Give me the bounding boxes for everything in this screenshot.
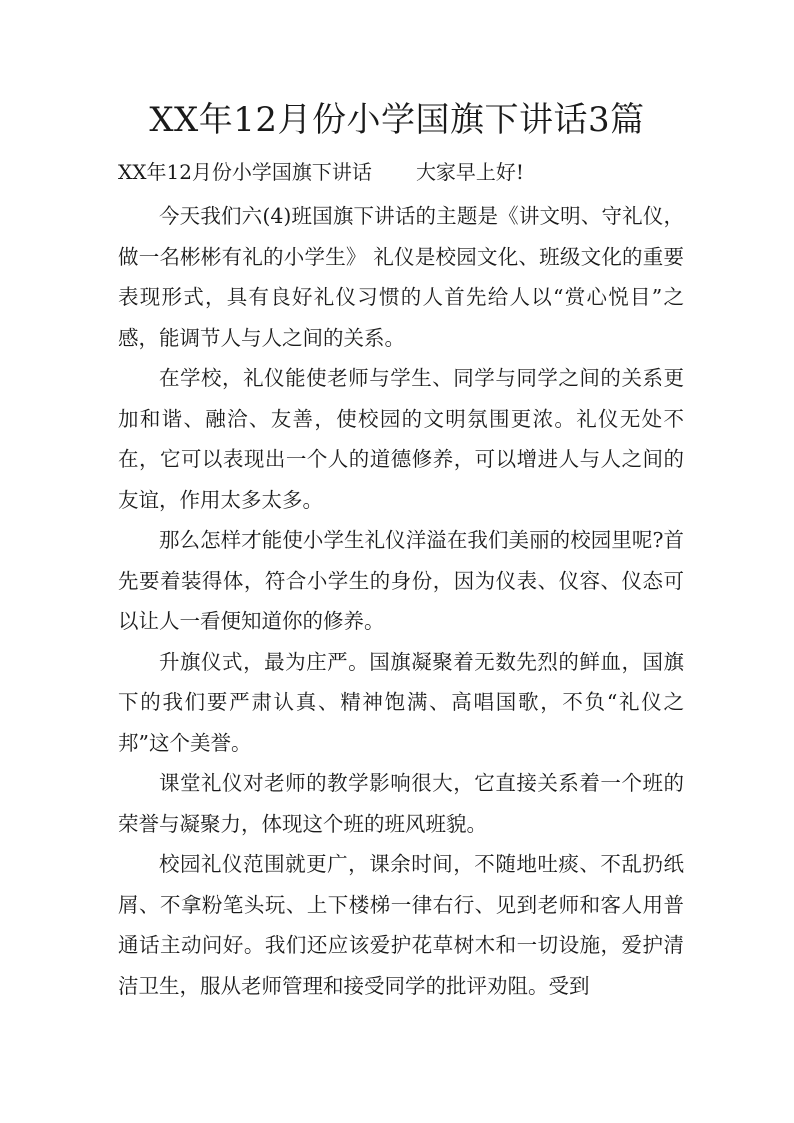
paragraph: 校园礼仪范围就更广，课余时间，不随地吐痰、不乱扔纸屑、不拿粉笔头玩、上下楼梯一律右行、见到老师和客人用普通话主动问好。我们还应该爱护花草树木和一切设施，爱护清洁卫生，服从老师管理和接受同学的批评劝阻。受到 (118, 852, 684, 998)
document-title: XX年12月份小学国旗下讲话3篇 (149, 100, 645, 140)
paragraph: 课堂礼仪对老师的教学影响很大，它直接关系着一个班的荣誉与凝聚力，体现这个班的班风班貌。 (118, 771, 684, 836)
paragraph: 那么怎样才能使小学生礼仪洋溢在我们美丽的校园里呢?首先要着装得体，符合小学生的身份，因为仪表、仪容、仪态可以让人一看便知道你的修养。 (118, 528, 684, 633)
paragraph: 今天我们六(4)班国旗下讲话的主题是《讲文明、守礼仪，做一名彬彬有礼的小学生》 礼仪是校园文化、班级文化的重要表现形式，具有良好礼仪习惯的人首先给人以“赏心悦目”之感，能调节人与人之间的关系。 (118, 204, 684, 350)
document-body (118, 196, 684, 1006)
greeting-text: 大家早上好! (415, 160, 524, 184)
subtitle-text: XX年12月份小学国旗下讲话 (118, 160, 372, 184)
paragraph: 在学校，礼仪能使老师与学生、同学与同学之间的关系更加和谐、融洽、友善，使校园的文明氛围更浓。礼仪无处不在，它可以表现出一个人的道德修养，可以增进人与人之间的友谊，作用太多太多。 (118, 366, 684, 512)
paragraph: 升旗仪式，最为庄严。国旗凝聚着无数先烈的鲜血，国旗下的我们要严肃认真、精神饱满、高唱国歌，不负“礼仪之邦”这个美誉。 (118, 649, 684, 755)
subtitle-line (118, 156, 688, 188)
